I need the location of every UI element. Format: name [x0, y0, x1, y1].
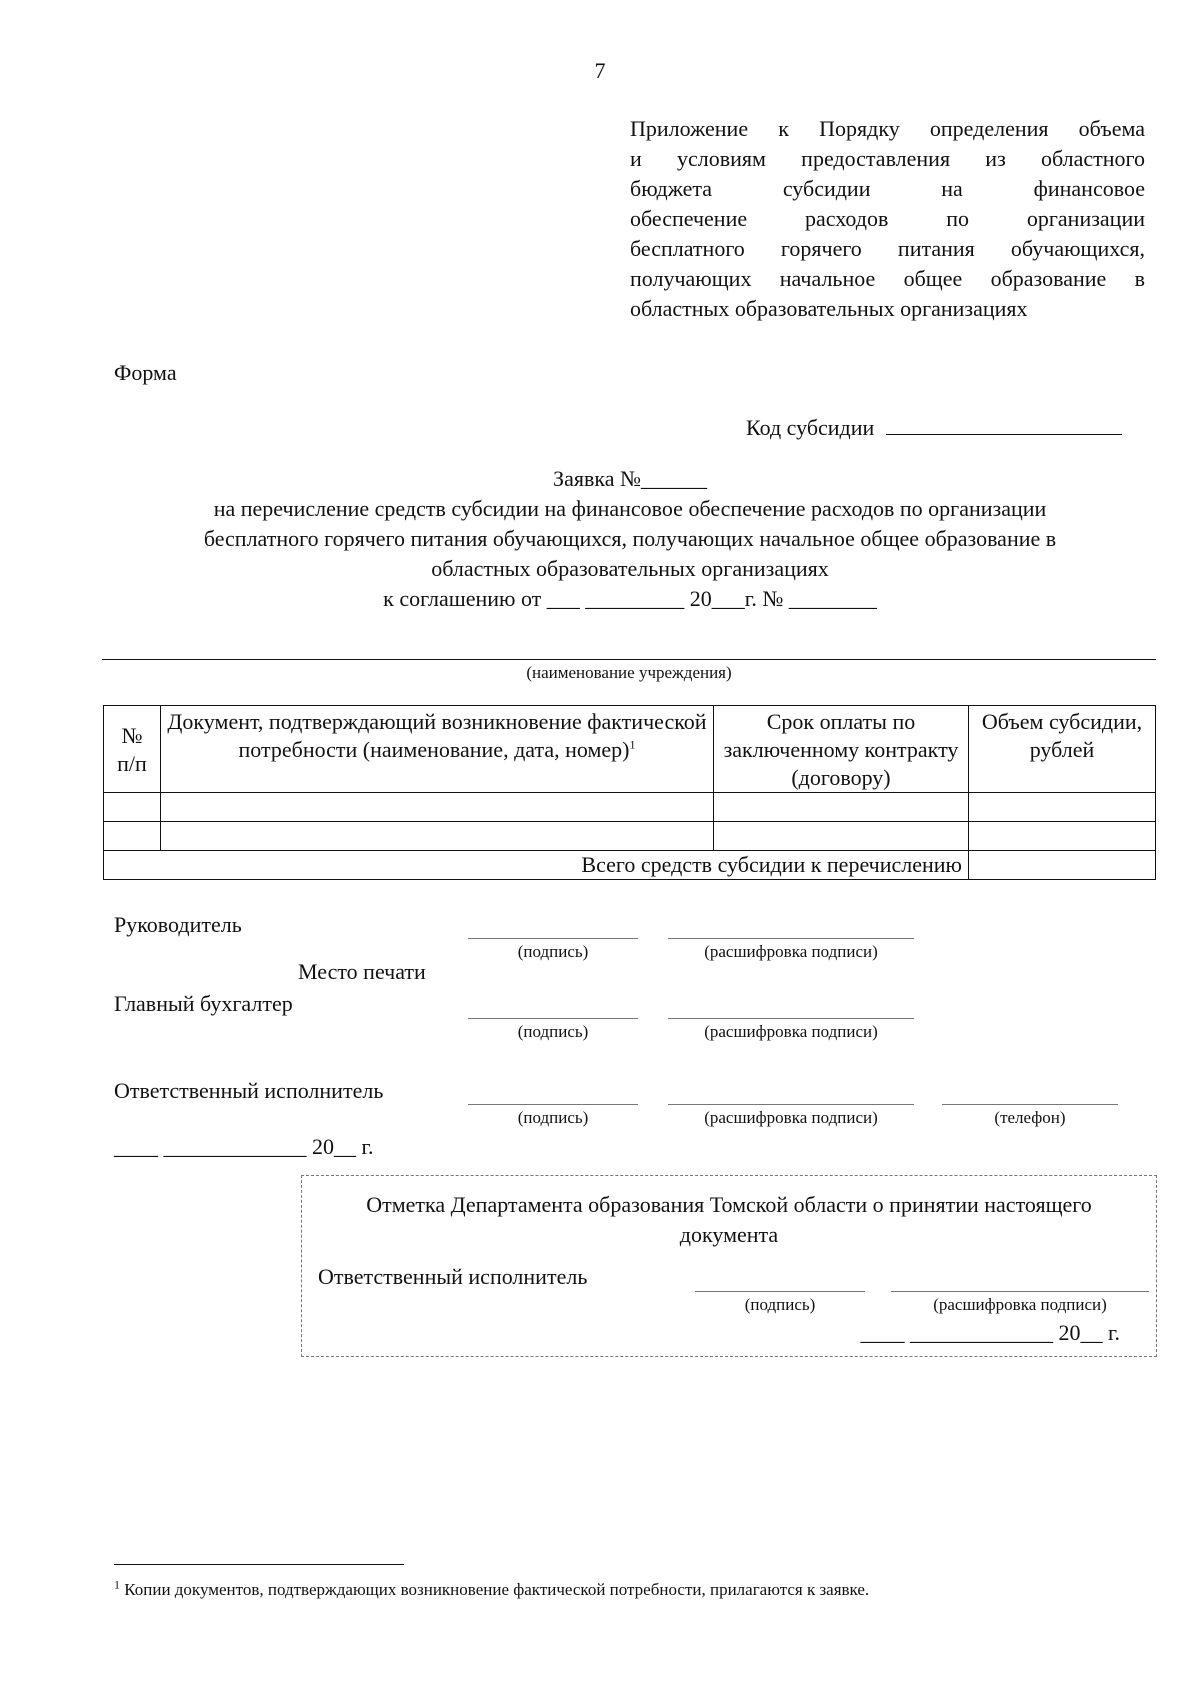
decode-caption: (расшифровка подписи): [704, 942, 878, 961]
header-num: № п/п: [104, 706, 161, 793]
application-title: [0, 464, 1200, 614]
head-signature-line[interactable]: [468, 938, 638, 939]
table-total-row: [104, 851, 1156, 880]
header-term: Срок оплаты по заключенному контракту (договору): [714, 706, 969, 793]
subsidy-code-field[interactable]: [886, 412, 1122, 435]
table-cell[interactable]: [714, 822, 969, 851]
table-cell[interactable]: [104, 822, 161, 851]
footnote-separator: [114, 1564, 404, 1565]
footnote-ref: 1: [629, 737, 636, 752]
head-decode-line[interactable]: [668, 938, 914, 939]
decode-caption: (расшифровка подписи): [704, 1022, 878, 1041]
department-box-title: Отметка Департамента образования Томской области о принятии настоящего документа: [366, 1192, 1092, 1247]
table-row: [104, 793, 1156, 822]
phone-caption: (телефон): [994, 1108, 1066, 1127]
institution-line[interactable]: [102, 659, 1156, 660]
title-line: на перечисление средств субсидии на финансовое обеспечение расходов по организации: [213, 496, 1047, 521]
table-cell[interactable]: [969, 793, 1156, 822]
signature-caption: (подпись): [744, 1295, 816, 1314]
table-cell[interactable]: [104, 793, 161, 822]
department-decode-line[interactable]: [891, 1291, 1149, 1292]
total-label: Всего средств субсидии к перечислению: [104, 851, 969, 880]
title-line: бесплатного горячего питания обучающихся, получающих начальное общее образование в: [203, 526, 1057, 551]
decode-caption: (расшифровка подписи): [704, 1108, 878, 1127]
accountant-decode-line[interactable]: [668, 1018, 914, 1019]
footnote: [114, 1577, 870, 1600]
signature-caption: (подпись): [517, 1022, 589, 1041]
table-row: [104, 822, 1156, 851]
appendix-line: бюджета субсидии на финансовое: [630, 176, 1145, 201]
accountant-signature-line[interactable]: [468, 1018, 638, 1019]
executor-label: Ответственный исполнитель: [114, 1078, 384, 1103]
institution-caption: (наименование учреждения): [526, 663, 732, 682]
header-amount: Объем субсидии, рублей: [969, 706, 1156, 793]
department-date-line[interactable]: ____ _____________ 20__ г.: [860, 1320, 1120, 1345]
application-number: Заявка №______: [553, 466, 707, 491]
seal-place-label: Место печати: [298, 959, 426, 984]
appendix-line: Приложение к Порядку определения объема: [630, 116, 1145, 141]
appendix-line: и условиям предоставления из областного: [630, 146, 1145, 171]
head-label: Руководитель: [114, 912, 242, 937]
title-line: областных образовательных организациях: [431, 556, 829, 581]
department-acceptance-box: [301, 1175, 1157, 1357]
accountant-label: Главный бухгалтер: [114, 991, 293, 1016]
subsidy-code-label: Код субсидии: [746, 415, 875, 440]
appendix-line: обеспечение расходов по организации: [630, 206, 1145, 231]
table-cell[interactable]: [161, 822, 714, 851]
subsidy-code: [746, 412, 1122, 443]
decode-caption: (расшифровка подписи): [933, 1295, 1107, 1314]
table-header-row: [104, 706, 1156, 793]
documents-table: [103, 705, 1156, 880]
footnote-text: Копии документов, подтверждающих возникновение фактической потребности, прилагаются к заявке.: [124, 1580, 870, 1599]
table-cell[interactable]: [161, 793, 714, 822]
executor-signature-line[interactable]: [468, 1104, 638, 1105]
appendix-line: получающих начальное общее образование в: [630, 266, 1145, 291]
executor-phone-line[interactable]: [942, 1104, 1118, 1105]
agreement-reference: к соглашению от ___ _________ 20___г. № ________: [383, 586, 877, 611]
appendix-line: областных образовательных организациях: [630, 296, 1028, 321]
total-amount-cell[interactable]: [969, 851, 1156, 880]
appendix-line: бесплатного горячего питания обучающихся,: [630, 236, 1145, 261]
table-cell[interactable]: [714, 793, 969, 822]
signature-caption: (подпись): [517, 942, 589, 961]
appendix-note: [630, 114, 1145, 324]
form-label: Форма: [114, 360, 177, 385]
header-document: Документ, подтверждающий возникновение фактической потребности (наименование, дата, номер)$^1$: [161, 706, 714, 793]
department-executor-label: Ответственный исполнитель: [318, 1264, 588, 1289]
footnote-mark: 1: [114, 1577, 120, 1592]
date-line[interactable]: ____ _____________ 20__ г.: [114, 1134, 374, 1159]
executor-decode-line[interactable]: [668, 1104, 914, 1105]
signature-caption: (подпись): [517, 1108, 589, 1127]
department-signature-line[interactable]: [695, 1291, 865, 1292]
table-cell[interactable]: [969, 822, 1156, 851]
page-number: 7: [594, 58, 606, 83]
